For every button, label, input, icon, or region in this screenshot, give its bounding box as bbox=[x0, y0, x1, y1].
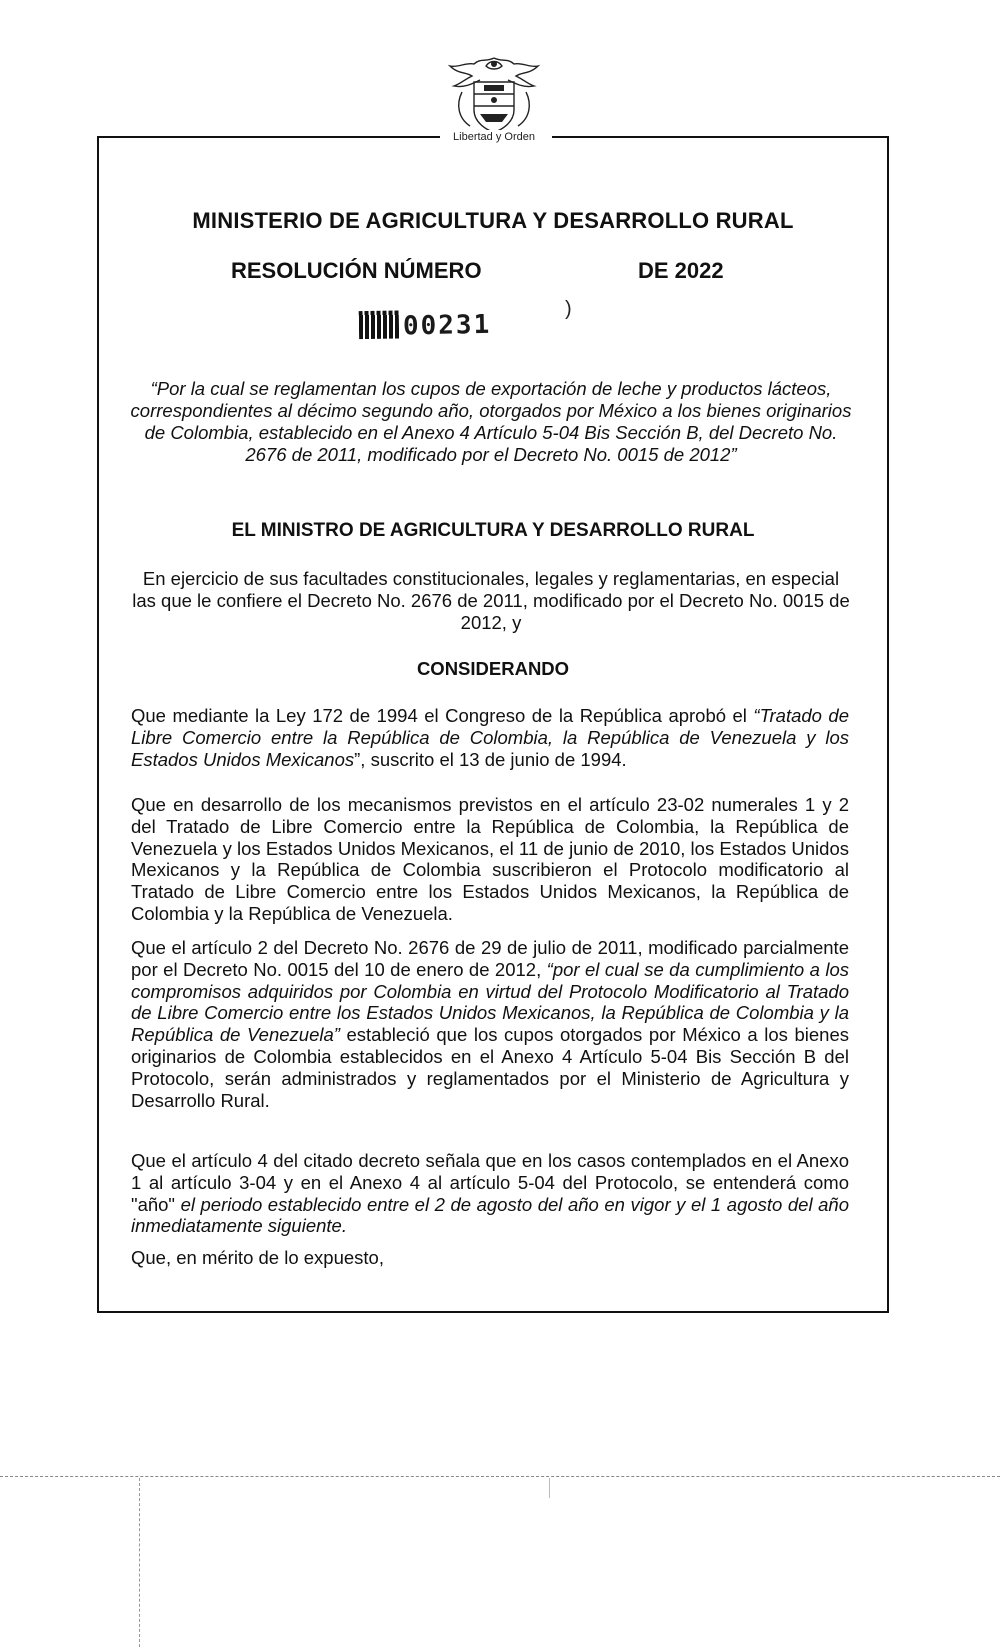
p3-decree-title: “por el cual se da cumplimiento a los compromisos adquiridos por Colombia en virtud del Protocolo Modificatorio al Tratado de Libre Comercio entre los Estados Unidos Mexicanos, la República de Colombia y la República de Venezuela” bbox=[131, 958, 849, 1046]
p4-text-a: Que el artículo 4 del citado decreto señala que en los casos contemplados en el Anexo 1 al artículo 3-04 y en el Anexo 4 al artículo 5-04 del Protocolo, se entenderá como "año" bbox=[131, 1150, 849, 1215]
considering-paragraph-4 bbox=[131, 1150, 849, 1237]
considering-paragraph-2: Que en desarrollo de los mecanismos previstos en el artículo 23-02 numerales 1 y 2 del Tratado de Libre Comercio entre la República de Colombia, la República de Venezuela y los Estados Unidos Mexicanos, el 11 de junio de 2010, los Estados Unidos Mexicanos y la República de Colombia suscribieron el Protocolo modificatorio al Tratado de Libre Comercio entre los Estados Unidos Mexicanos, la República de Colombia y la República de Venezuela. bbox=[131, 794, 849, 924]
motto: Libertad y Orden bbox=[453, 131, 535, 143]
number-paren: ) bbox=[565, 298, 572, 320]
resolution-label: RESOLUCIÓN NÚMERO bbox=[231, 258, 482, 283]
powers-paragraph: En ejercicio de sus facultades constitucionales, legales y reglamentarias, en especial las que le confiere el Decreto No. 2676 de 2011, modificado por el Decreto No. 0015 de 2012, y bbox=[132, 568, 850, 633]
scan-margin-line bbox=[139, 1478, 140, 1647]
p1-text-b: ”, suscrito el 13 de junio de 1994. bbox=[354, 748, 627, 770]
p3-text-a: Que el artículo 2 del Decreto No. 2676 de 29 de julio de 2011, modificado parcialmente por el Decreto No. 0015 del 10 de enero de 2012, bbox=[131, 937, 849, 980]
p1-text-a: Que mediante la Ley 172 de 1994 el Congreso de la República aprobó el bbox=[131, 705, 754, 726]
p4-year-definition: el periodo establecido entre el 2 de agosto del año en vigor y el 1 agosto del año inmediatamente siguiente. bbox=[131, 1193, 849, 1237]
page-cut-line bbox=[0, 1476, 1000, 1477]
epigraph: “Por la cual se reglamentan los cupos de exportación de leche y productos lácteos, correspondientes al décimo segundo año, otorgados por México a los bienes originarios de Colombia, establecido en el Anexo 4 Artículo 5-04 Bis Sección B, del Decreto No. 2676 de 2011, modificado por el Decreto No. 0015 de 2012” bbox=[130, 378, 852, 465]
p1-treaty-title: “Tratado de Libre Comercio entre la República de Colombia, la República de Venezuela y los Estados Unidos Mexicanos bbox=[131, 705, 850, 770]
considering-heading: CONSIDERANDO bbox=[416, 658, 570, 679]
ministry-heading: MINISTERIO DE AGRICULTURA Y DESARROLLO RURAL bbox=[192, 208, 794, 233]
scan-tick-line bbox=[549, 1478, 550, 1498]
resolution-number-stamp bbox=[359, 309, 492, 349]
coat-of-arms-icon bbox=[440, 52, 548, 138]
p3-text-b: estableció que los cupos otorgados por México a los bienes originarios de Colombia establecidos en el Anexo 4 Artículo 5-04 Bis Sección B del Protocolo, serán administrados y reglamentados por el Ministerio de Agricultura y Desarrollo Rural. bbox=[131, 1024, 849, 1111]
stamp-blot bbox=[359, 310, 399, 339]
resolution-number: 00231 bbox=[402, 309, 492, 342]
resolution-year: DE 2022 bbox=[638, 258, 724, 283]
considering-paragraph-3 bbox=[131, 937, 849, 1111]
considering-paragraph-5: Que, en mérito de lo expuesto, bbox=[131, 1247, 384, 1268]
minister-title: EL MINISTRO DE AGRICULTURA Y DESARROLLO RURAL bbox=[231, 520, 755, 541]
considering-paragraph-1 bbox=[131, 705, 849, 770]
